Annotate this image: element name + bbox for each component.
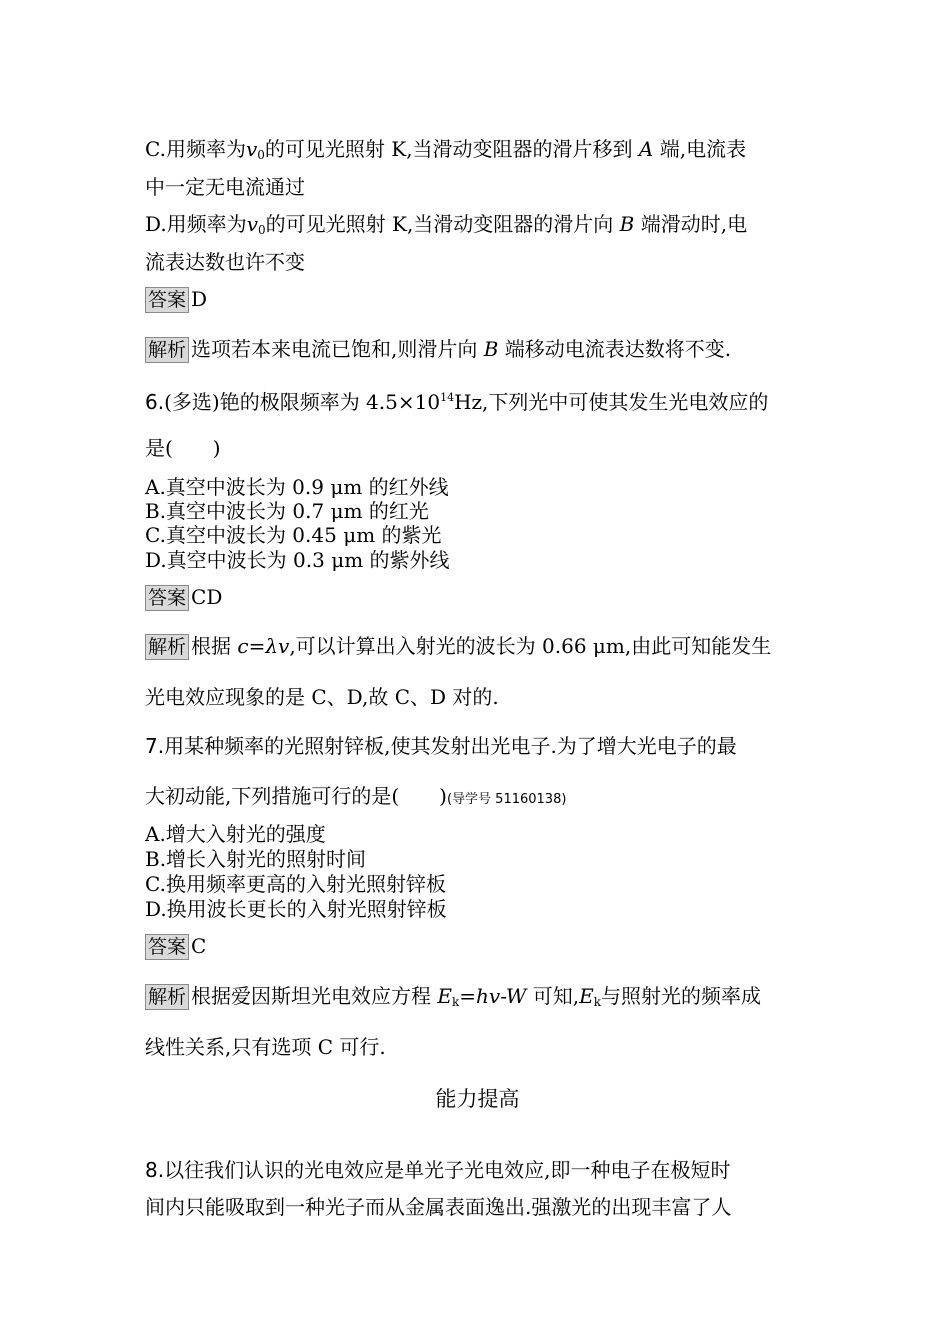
q5-option-c-line2: 中一定无电流通过 [145, 175, 305, 199]
q7-stem-line2: 大初动能,下列措施可行的是( )(导学号 51160138) [145, 784, 567, 808]
answer-label: 答案 [145, 934, 189, 960]
q6-option-b: B.真空中波长为 0.7 μm 的红光 [145, 499, 429, 523]
q6-option-d: D.真空中波长为 0.3 μm 的紫外线 [145, 548, 450, 572]
q7-option-b: B.增长入射光的照射时间 [145, 847, 367, 871]
q6-analysis-line2: 光电效应现象的是 C、D,故 C、D 对的. [145, 685, 499, 709]
q5-analysis: 解析 选项若本来电流已饱和,则滑片向 B 端移动电流表达数将不变. [145, 336, 731, 363]
q6-option-a: A.真空中波长为 0.9 μm 的红外线 [145, 475, 449, 499]
q7-analysis-line1: 解析 根据爱因斯坦光电效应方程 $E_k=hv-W$ 可知$,E_k$与照射光的频率成 [145, 983, 761, 1015]
q5-option-c-line1: C.用频率为$v_0$的可见光照射 K,当滑动变阻器的滑片移到 A 端,电流表 [145, 137, 747, 162]
q5-option-d-line1: D.用频率为$v_0$的可见光照射 K,当滑动变阻器的滑片向 B 端滑动时,电 [145, 212, 748, 237]
q6-stem-line1: 6.(多选)铯的极限频率为 $4.5\times 10^{14}Hz$,下列光中可使其发生光电效应的 [145, 390, 769, 414]
q8-stem-line2: 间内只能吸取到一种光子而从金属表面逸出.强激光的出现丰富了人 [145, 1195, 732, 1219]
q7-analysis-line2: 线性关系,只有选项 C 可行. [145, 1035, 386, 1059]
q6-analysis-line1: 解析 根据 c=λv,可以计算出入射光的波长为 0.66 μm,由此可知能发生 [145, 633, 771, 660]
q7-option-c: C.换用频率更高的入射光照射锌板 [145, 872, 446, 896]
q5-answer: 答案 D [145, 286, 207, 313]
q7-stem-line1: 7.用某种频率的光照射锌板,使其发射出光电子.为了增大光电子的最 [145, 734, 737, 758]
q7-option-d: D.换用波长更长的入射光照射锌板 [145, 897, 447, 921]
guide-number: (导学号 51160138) [446, 792, 567, 807]
q8-stem-line1: 8.以往我们认识的光电效应是单光子光电效应,即一种电子在极短时 [145, 1158, 731, 1182]
answer-label: 答案 [145, 287, 189, 313]
section-title: 能力提高 [435, 1087, 520, 1111]
q6-option-c: C.真空中波长为 0.45 μm 的紫光 [145, 523, 442, 547]
answer-label: 答案 [145, 585, 189, 611]
analysis-label: 解析 [145, 634, 189, 660]
q7-answer: 答案 C [145, 933, 206, 960]
q5-option-d-line2: 流表达数也许不变 [145, 250, 305, 274]
q6-stem-line2: 是( ) [145, 436, 221, 460]
analysis-label: 解析 [145, 984, 189, 1010]
q7-option-a: A.增大入射光的强度 [145, 822, 326, 846]
q6-answer: 答案 CD [145, 584, 222, 611]
analysis-label: 解析 [145, 337, 189, 363]
